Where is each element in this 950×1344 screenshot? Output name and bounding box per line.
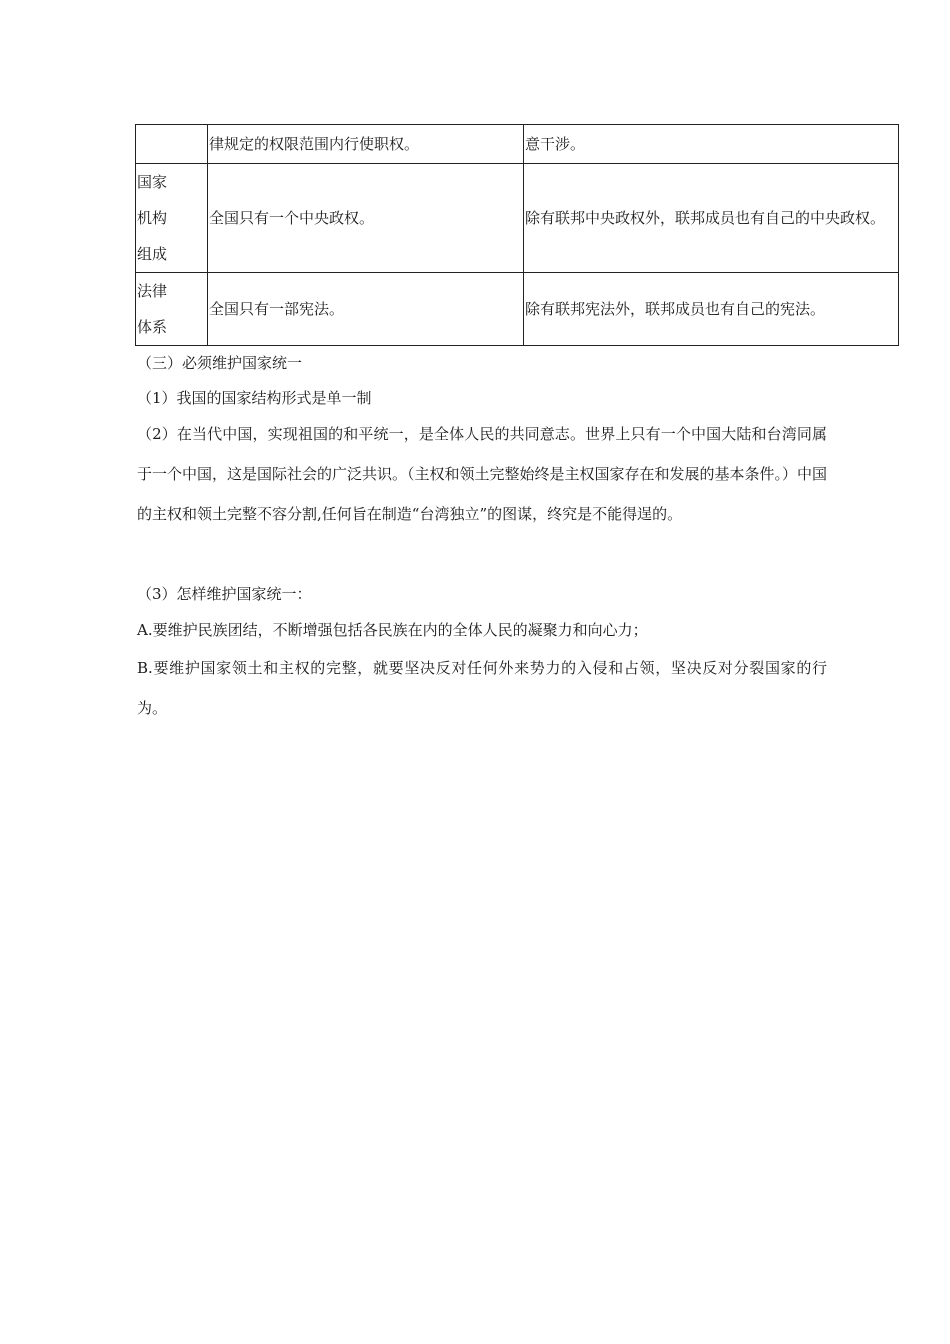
unitary-cell: 全国只有一部宪法。 (208, 273, 524, 346)
federal-cell: 除有联邦宪法外，联邦成员也有自己的宪法。 (524, 273, 899, 346)
unitary-cell: 律规定的权限范围内行使职权。 (208, 125, 524, 164)
unitary-cell: 全国只有一个中央政权。 (208, 164, 524, 273)
paragraph-a: A.要维护民族团结，不断增强包括各民族在内的全体人民的凝聚力和向心力； (137, 621, 648, 639)
federal-cell: 意干涉。 (524, 125, 899, 164)
row-label-line: 法律 (137, 282, 168, 300)
table-row (136, 164, 899, 273)
row-label-cell (136, 273, 208, 346)
federal-cell: 除有联邦中央政权外，联邦成员也有自己的中央政权。 (524, 164, 899, 273)
row-label-line: 组成 (137, 245, 168, 263)
paragraph-2: （2）在当代中国，实现祖国的和平统一，是全体人民的共同意志。世界上只有一个中国大陆和台湾同属于一个中国，这是国际社会的广泛共识。（主权和领土完整始终是主权国家存在和发展的基本条件。）中国的主权和领土完整不容分割,任何旨在制造“台湾独立”的图谋，终究是不能得逞的。 (137, 425, 828, 523)
table-row (136, 125, 899, 164)
row-label-line: 机构 (137, 209, 168, 227)
row-label-cell (136, 125, 208, 164)
comparison-table (135, 124, 899, 346)
paragraph-1: （1）我国的国家结构形式是单一制 (137, 389, 372, 407)
row-label-line: 体系 (137, 318, 168, 336)
table-row (136, 273, 899, 346)
row-label-line: 国家 (137, 173, 168, 191)
paragraph-3: （3）怎样维护国家统一： (137, 585, 312, 603)
paragraph-b: B.要维护国家领土和主权的完整，就要坚决反对任何外来势力的入侵和占领，坚决反对分裂国家的行为。 (137, 659, 827, 717)
row-label-cell (136, 164, 208, 273)
section-heading: （三）必须维护国家统一 (137, 354, 303, 372)
